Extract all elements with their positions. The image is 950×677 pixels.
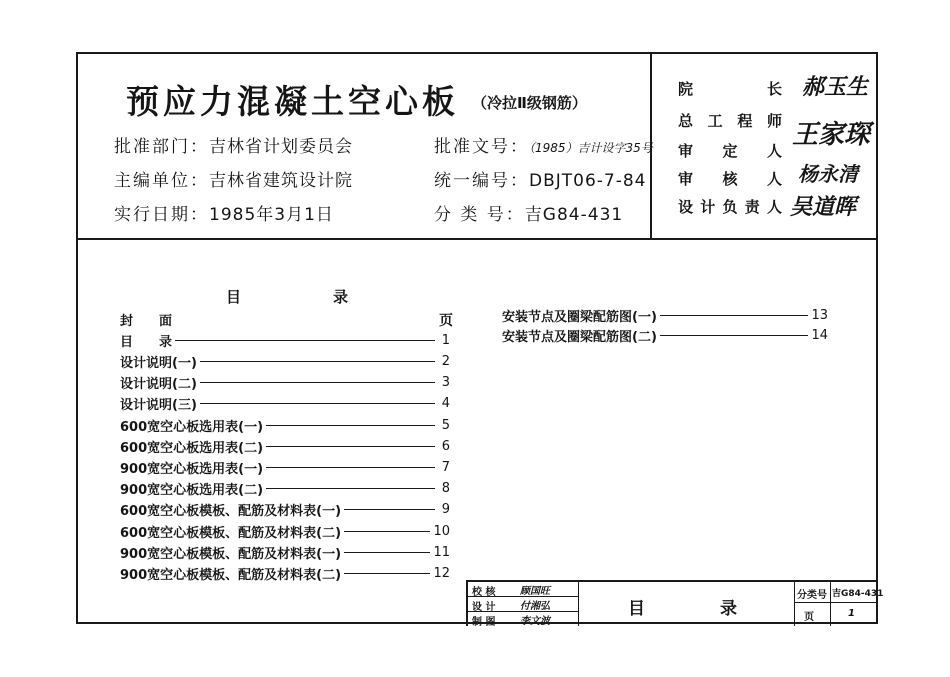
toc-entry-title: 600宽空心板模板、配筋及材料表(二) (120, 525, 342, 541)
info-label: 统一编号： (434, 171, 529, 191)
toc-leader-line (660, 315, 809, 316)
info-row-approval-dept (114, 132, 353, 157)
toc-entry-title: 目 录 (120, 334, 173, 350)
page-label: 页 (804, 612, 814, 623)
toc-leader-line (660, 335, 809, 336)
toc-entry-title: 设计说明(三) (120, 398, 197, 414)
toc-entry-page: 7 (441, 459, 450, 475)
document-subtitle: （冷拉Ⅱ级钢筋） (472, 94, 587, 112)
toc-leader-line (344, 531, 430, 532)
class-no-value: 吉G84-431 (832, 589, 884, 599)
info-label: 批准部门： (114, 137, 209, 157)
divider (830, 582, 831, 626)
toc-leader-line (200, 361, 435, 362)
approval-panel (652, 54, 876, 238)
approval-row (678, 168, 782, 189)
approval-role: 院长 (678, 80, 782, 98)
drawing-title-left: 目 (628, 599, 645, 619)
title-block-label: 设 计 (472, 602, 496, 613)
toc-leader-line (266, 425, 435, 426)
toc-entry-page: 1 (441, 332, 450, 348)
toc-entry-page: 6 (441, 438, 450, 454)
title-block-label: 制 图 (472, 617, 496, 628)
toc-heading (226, 286, 350, 307)
toc-entry (120, 543, 450, 561)
signature: 郝玉生 (802, 74, 869, 100)
toc-entry-title: 900宽空心板模板、配筋及材料表(一) (120, 546, 342, 562)
drawing-sheet (76, 52, 884, 628)
toc-entry-page: 3 (441, 375, 450, 391)
toc-entry-page: 10 (433, 523, 450, 539)
info-value: 吉林省建筑设计院 (209, 171, 353, 191)
signature: 杨永清 (798, 162, 858, 186)
toc-leader-line (200, 382, 435, 383)
toc-entry-title: 设计说明(二) (120, 377, 197, 393)
info-row-class-no (434, 200, 623, 225)
drawing-title-right: 录 (720, 599, 737, 619)
cover-header (78, 54, 876, 240)
divider (794, 602, 876, 603)
toc-entry-title: 设计说明(一) (120, 355, 197, 371)
info-row-approval-no (434, 132, 653, 157)
toc-leader-line (175, 340, 435, 341)
toc-leader-line (344, 509, 435, 510)
info-row-unified-no (434, 166, 647, 191)
toc-entry-title: 600宽空心板选用表(二) (120, 440, 264, 456)
toc-entry (120, 501, 450, 519)
toc-entry-title: 安装节点及圈梁配筋图(一) (502, 309, 657, 325)
toc-entry-page: 5 (441, 417, 450, 433)
toc-entry (120, 480, 450, 498)
toc-entry-page: 4 (441, 396, 450, 412)
toc-leader-line (200, 403, 435, 404)
info-value: 吉G84-431 (524, 205, 624, 225)
toc-leader-line (266, 446, 435, 447)
approval-row (678, 78, 782, 99)
info-value: DBJT06-7-84 (529, 171, 647, 191)
cover-info-panel (78, 54, 652, 238)
page-value: 1 (848, 608, 855, 619)
toc-entry-page: 2 (441, 353, 450, 369)
toc-entry (120, 352, 450, 370)
toc-entry-page: 9 (441, 502, 450, 518)
approval-row (678, 140, 782, 161)
toc-entry (120, 395, 450, 413)
toc-leader-line (344, 552, 430, 553)
toc-entry-title: 900宽空心板选用表(二) (120, 483, 264, 499)
info-value: 1985年3月1日 (209, 205, 334, 225)
document-title: 预应力混凝土空心板 (126, 82, 459, 121)
info-value: 吉林省计划委员会 (209, 137, 353, 157)
toc-page-column-label: 页 (439, 313, 453, 329)
toc-entry-title: 600宽空心板模板、配筋及材料表(一) (120, 504, 342, 520)
approval-role: 审核人 (678, 170, 782, 188)
toc-leader-line (266, 467, 435, 468)
info-row-effective-date (114, 200, 334, 225)
toc-entry (502, 326, 828, 344)
title-block-label: 校 核 (472, 587, 496, 598)
approval-row (678, 196, 782, 217)
title-block-signature: 李文波 (520, 616, 550, 627)
toc-entry (120, 374, 450, 392)
toc-leader-line (266, 488, 435, 489)
approval-row (678, 110, 782, 131)
info-value: （1985）吉计设字35号 (529, 141, 653, 155)
toc-entry-page: 13 (811, 307, 828, 323)
toc-leader-line (344, 573, 430, 574)
toc-entry-title: 600宽空心板选用表(一) (120, 419, 264, 435)
approval-role: 审定人 (678, 142, 782, 160)
toc-entry (120, 437, 450, 455)
toc-entry-page: 11 (433, 544, 450, 560)
approval-role: 设计负责人 (678, 198, 782, 216)
info-row-editor-unit (114, 166, 353, 191)
toc-entry-title: 安装节点及圈梁配筋图(二) (502, 329, 657, 345)
toc-entry (120, 564, 450, 582)
toc-entry (120, 522, 450, 540)
toc-heading-left: 目 (226, 288, 244, 306)
toc-entry-title: 封 面 (120, 313, 173, 329)
title-block-signature: 顾国旺 (520, 586, 550, 597)
info-label: 实行日期： (114, 205, 209, 225)
toc-entry-page: 8 (441, 481, 450, 497)
toc-entry (120, 458, 450, 476)
title-block (466, 580, 884, 628)
toc-entry (502, 306, 828, 324)
approval-role: 总工程师 (678, 112, 782, 130)
info-label: 分 类 号： (434, 205, 525, 225)
divider (794, 582, 795, 626)
toc-entry-title: 900宽空心板模板、配筋及材料表(二) (120, 567, 342, 583)
divider (578, 582, 579, 626)
toc-entry (120, 310, 450, 328)
toc-heading-right: 录 (332, 288, 350, 306)
info-label: 主编单位： (114, 171, 209, 191)
toc-entry-title: 900宽空心板选用表(一) (120, 461, 264, 477)
toc-entry-page: 14 (811, 327, 828, 343)
toc-entry-page: 12 (433, 565, 450, 581)
toc-entry (120, 416, 450, 434)
class-no-label: 分类号 (797, 590, 827, 601)
signature: 王家琛 (792, 120, 871, 150)
info-label: 批准文号： (434, 137, 529, 157)
toc-entry (120, 331, 450, 349)
signature: 吴道晖 (790, 194, 857, 220)
title-block-signature: 付湘弘 (520, 601, 550, 612)
